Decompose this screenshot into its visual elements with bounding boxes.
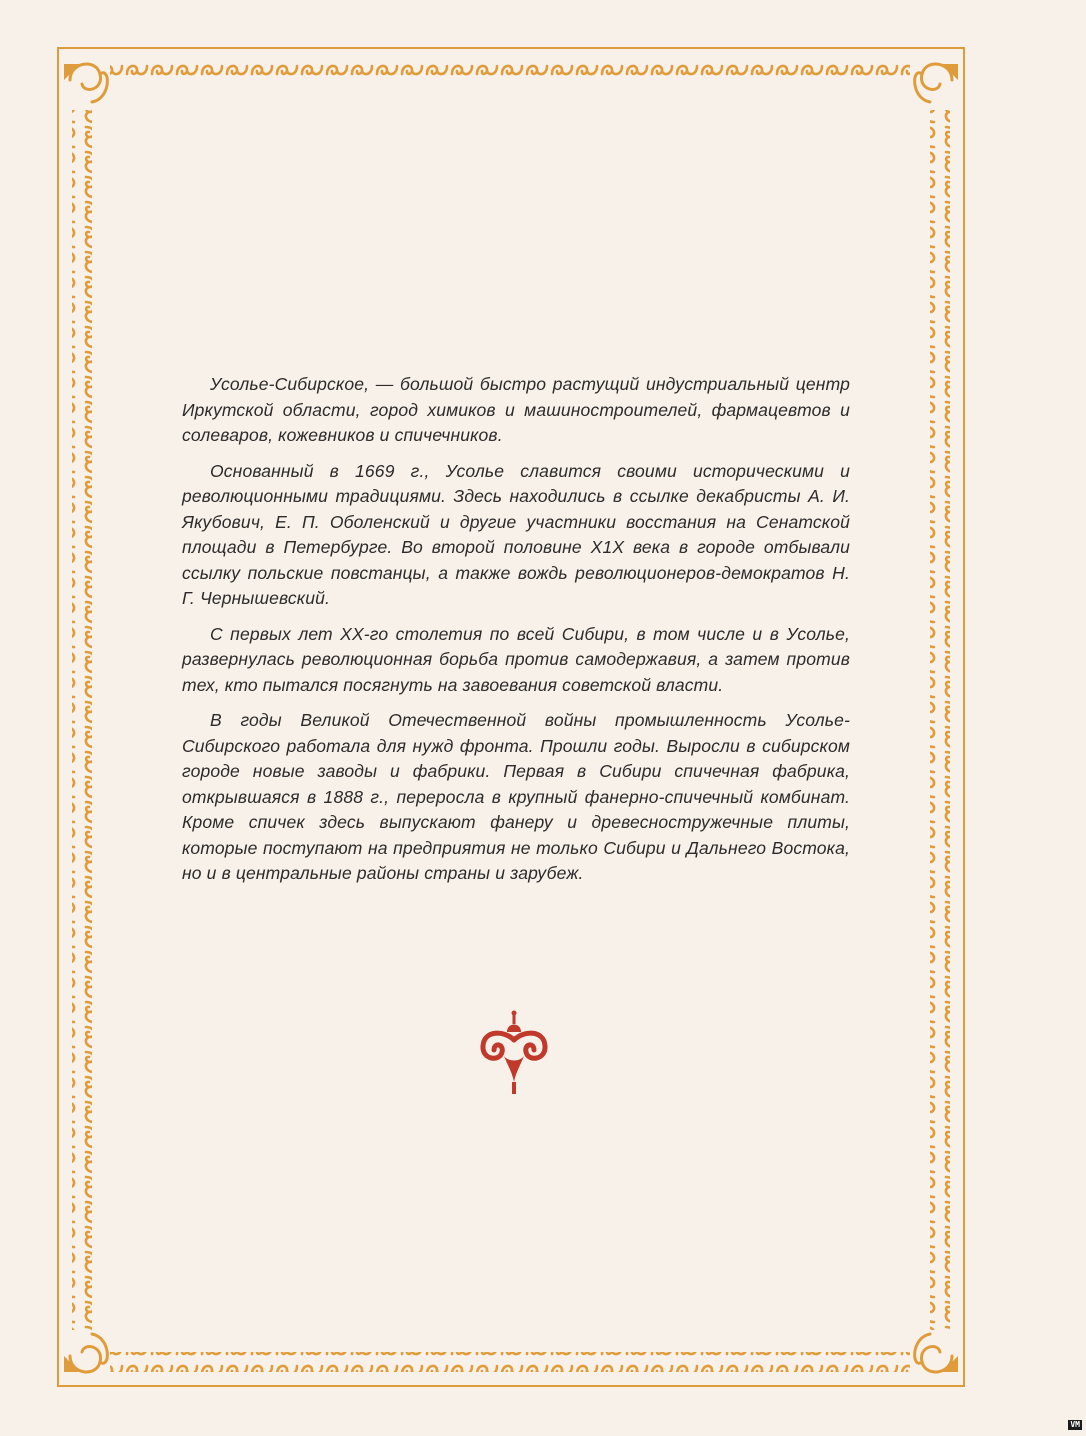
paragraph-1: Усолье-Сибирское, — большой быстро растущий индустриальный центр Иркутской области, город химиков и машиностроителей, фармацевтов и солеваров, кожевников и спичечников. xyxy=(182,374,850,445)
watermark-label: VM xyxy=(1070,1420,1080,1429)
paragraph-2: Основанный в 1669 г., Усолье славится своими историческими и революционными традициями. Здесь находились в ссылке декабристы А. И. Якубович, Е. П. Оболенский и другие участники восстания на Сенатской площади в Петербурге. Во второй половине X1X века в городе отбывали ссылку польские повстанцы, а также вождь революционеров-демократов Н. Г. Чернышевский. xyxy=(182,460,850,608)
paragraph-3: С первых лет XX-го столетия по всей Сибири, в том числе и в Усолье, развернулась революционная борьба против самодержавия, а затем против тех, кто пытался посягнуть на завоевания советской власти. xyxy=(182,623,850,695)
scroll-emblem-icon xyxy=(474,1010,554,1096)
paragraph-4: В годы Великой Отечественной войны промышленность Усолье-Сибирского работала для нужд фронта. Прошли годы. Выросли в сибирском городе новые заводы и фабрики. Первая в Сибири спичечная фабрика, открывшаяся в 1888 г., переросла в крупный фанерно-спичечный комбинат. Кроме спичек здесь выпускают фанеру и древесностружечные плиты, которые поступают на предприятия не только Сибири и Дальнего Востока, но и в центральные районы страны и зарубеж. xyxy=(182,710,850,883)
main-text xyxy=(182,372,850,897)
